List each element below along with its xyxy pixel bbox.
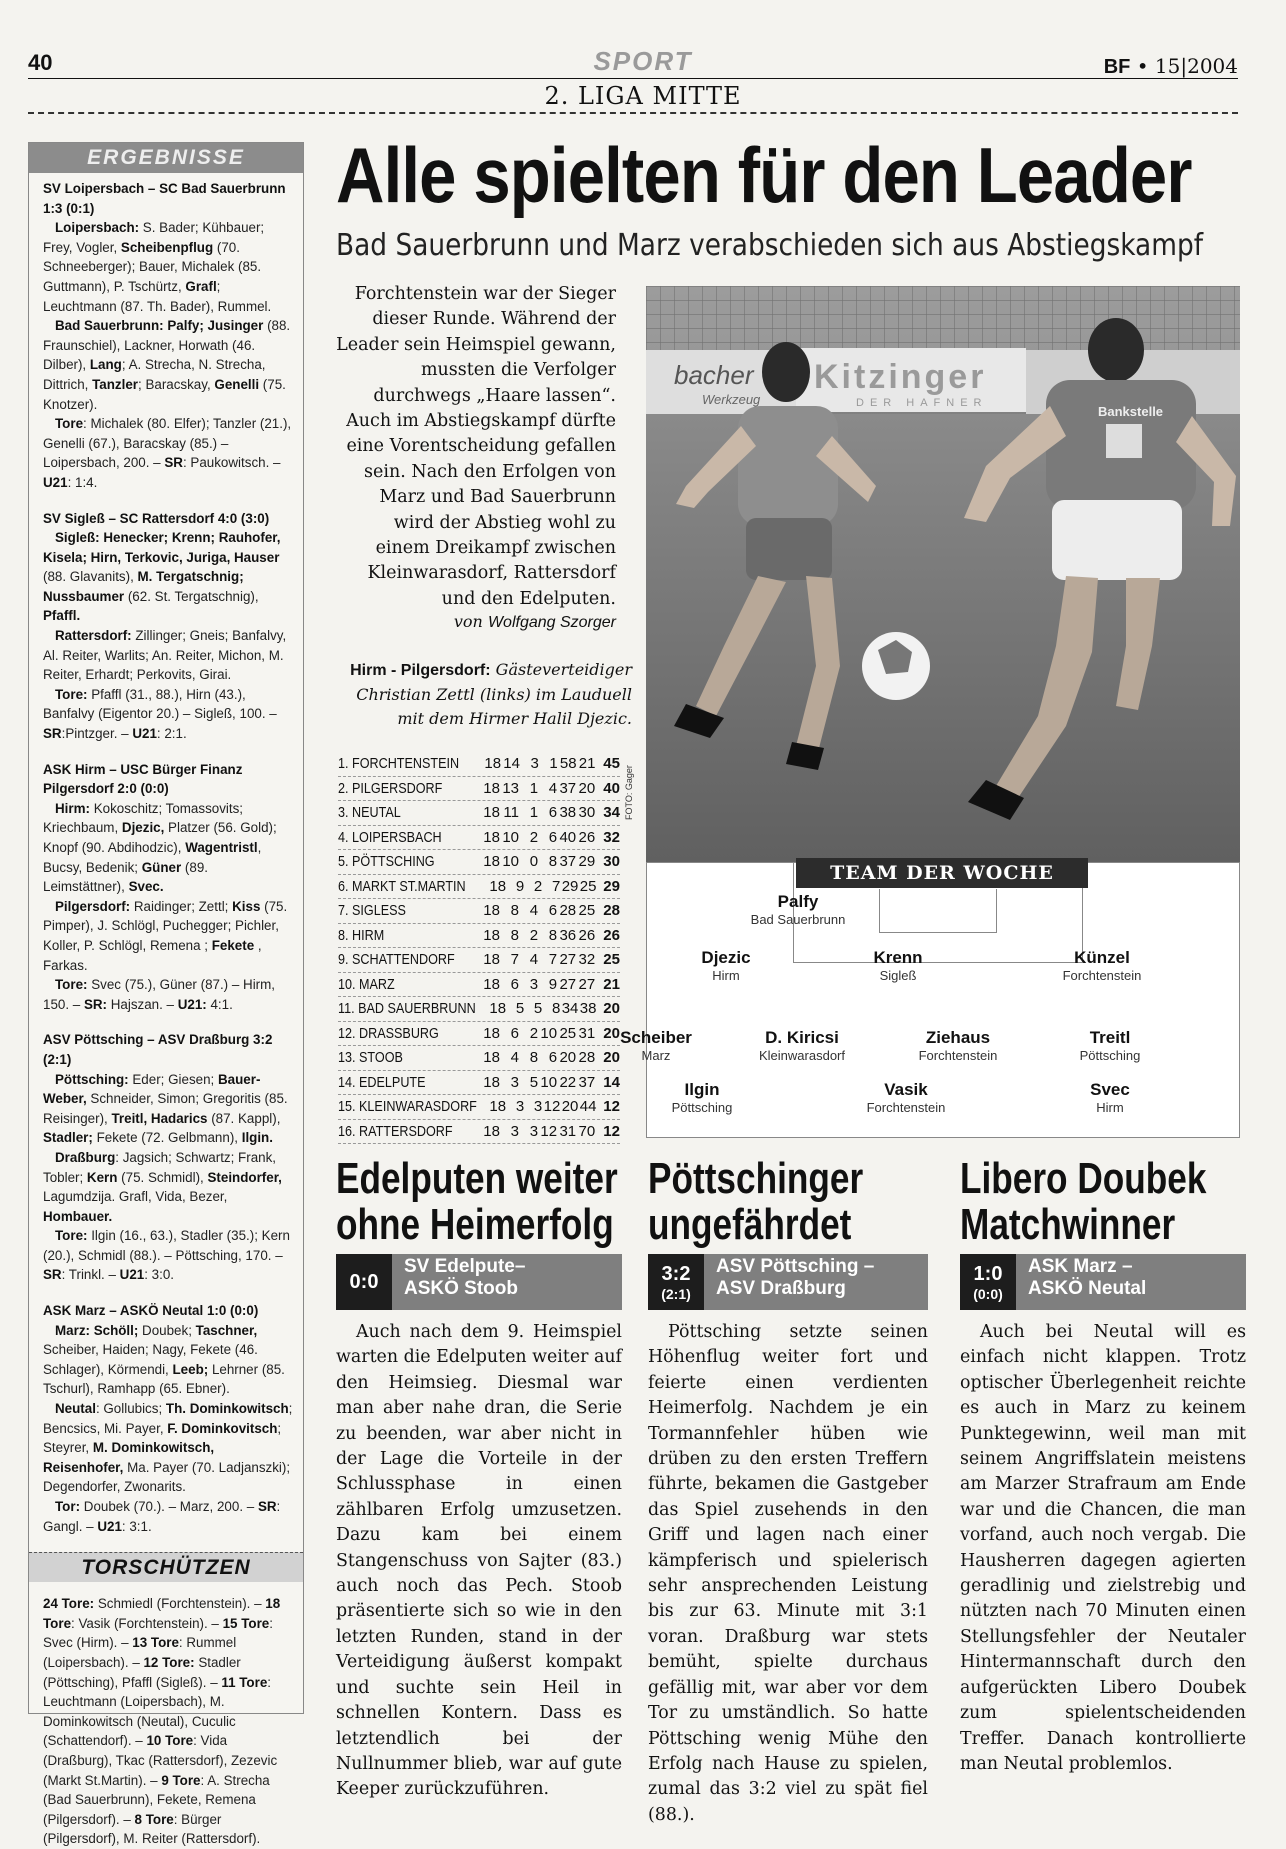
score-bar [960, 1254, 1246, 1310]
standings-team-name: 14. EDELPUTE [338, 1073, 426, 1091]
standings-team-name: 6. MARKT ST.MARTIN [338, 877, 466, 895]
standings-wins: 8 [510, 902, 519, 919]
standings-goals-for: 29 [561, 877, 579, 895]
report-headline-line: Matchwinner [960, 1200, 1176, 1249]
standings-goals-against: 37 [578, 1073, 596, 1091]
standings-goals-for: 27 [559, 951, 577, 968]
standings-losses: 8 [548, 926, 558, 944]
report-headline-line: Pöttschinger [648, 1154, 864, 1203]
standings-wins: 11 [503, 804, 519, 821]
player-name: Ilgin [684, 1080, 720, 1099]
team-player [732, 1028, 872, 1063]
results-title: ERGEBNISSE [29, 143, 303, 173]
photo-credit: FOTO: Gager [624, 765, 634, 820]
standings-team-name: 16. RATTERSDORF [338, 1122, 453, 1140]
result-match: SV Loipersbach – SC Bad Sauerbrunn 1:3 (0:1) [43, 181, 286, 216]
standings-games: 18 [483, 975, 500, 993]
standings-wins: 14 [503, 755, 520, 772]
standings-wins: 10 [502, 828, 519, 846]
standings-losses: 7 [548, 951, 558, 968]
player-name: D. Kiricsi [765, 1028, 839, 1047]
header-dashed-rule [28, 112, 1238, 114]
standings-draws: 3 [529, 975, 539, 993]
standings-losses: 7 [551, 877, 561, 895]
byline [336, 612, 616, 632]
result-lineup: Tore: Svec (75.), Güner (87.) – Hirm, 150. – SR: Hajszan. – U21: 4:1. [43, 977, 276, 1012]
standings-games: 18 [483, 1073, 500, 1091]
standings-row [338, 1046, 620, 1071]
team-player [1040, 1028, 1180, 1063]
standings-goals-against: 26 [578, 828, 596, 846]
standings-games: 18 [483, 853, 500, 870]
report-headline [960, 1154, 1207, 1249]
standings-points: 29 [603, 877, 620, 895]
standings-row [338, 948, 620, 973]
standings-draws: 3 [530, 755, 539, 772]
standings-losses: 6 [548, 804, 558, 821]
standings-row [338, 924, 620, 949]
match-report [960, 1156, 1246, 1777]
ad-sign-kitzinger: Kitzinger [814, 358, 987, 396]
standings-goals-for: 27 [559, 975, 577, 993]
photo-caption [336, 658, 632, 731]
standings-goals-against: 38 [579, 1000, 597, 1017]
standings-row [338, 1022, 620, 1047]
halftime-score: (0:0) [973, 1285, 1003, 1302]
standings-team-name: 1. FORCHTENSTEIN [338, 755, 460, 772]
standings-team-name: 3. NEUTAL [338, 804, 401, 821]
result-lineup: Neutal: Gollubics; Th. Dominkowitsch; Bencsics, Mi. Payer, F. Dominkovitsch; Steyrer, M. Dominkowitsch, Reisenhofer, Ma. Payer (70. Ladjanszki); Degendorfer, Zwonarits. [43, 1401, 293, 1495]
team-player [632, 1080, 772, 1115]
standings-row [338, 899, 620, 924]
standings-losses: 6 [548, 902, 558, 919]
standings-goals-for: 31 [559, 1122, 577, 1140]
caption-text: Gästeverteidiger Christian Zettl (links) im Lauduell mit dem Hirmer Halil Djezic. [356, 660, 632, 728]
home-team: SV Edelpute– [404, 1256, 526, 1277]
standings-wins: 13 [502, 779, 519, 797]
standings-goals-against: 27 [578, 975, 596, 993]
standings-goals-for: 40 [559, 828, 577, 846]
standings-wins: 10 [502, 853, 519, 870]
standings-team-name: 7. SIGLESS [338, 902, 406, 919]
report-headline-line: Edelputen weiter [336, 1154, 618, 1203]
result-lineup: Marz: Schöll; Doubek; Taschner, Scheiber, Haiden; Nagy, Fekete (46. Schlager), Körmendi, Leeb; Lehrner (85. Tschurl), Ramhapp (65. Ebner). [43, 1322, 285, 1397]
match-report [336, 1156, 622, 1803]
standings-row [338, 850, 620, 875]
result-match: SV Sigleß – SC Rattersdorf 4:0 (3:0) [43, 510, 270, 526]
results-sidebar [28, 142, 304, 1847]
standings-row [338, 801, 620, 826]
section-title: SPORT [593, 46, 693, 76]
away-team: ASV Draßburg [716, 1278, 846, 1299]
byline-author: Wolfgang Szorger [487, 614, 616, 631]
standings-team-name: 4. LOIPERSBACH [338, 828, 442, 846]
player-name: Svec [1090, 1080, 1130, 1099]
standings-losses: 4 [548, 779, 558, 797]
player-club: Kleinwarasdorf [759, 1048, 845, 1063]
team-goal-box [879, 889, 997, 933]
standings-draws: 2 [533, 877, 543, 895]
standings-draws: 2 [529, 926, 539, 944]
final-score: 1:0 [973, 1262, 1003, 1285]
standings-wins: 3 [510, 1122, 519, 1140]
ad-sign-kitzinger-sub: DER HAFNER [856, 397, 988, 409]
standings-team-name: 15. KLEINWARASDORF [338, 1098, 477, 1115]
standings-goals-for: 22 [559, 1073, 577, 1091]
standings-games: 18 [483, 951, 500, 968]
standings-row [338, 1071, 620, 1096]
standings-points: 12 [603, 1122, 620, 1140]
score-bar [648, 1254, 928, 1310]
results-list [29, 173, 303, 1536]
team-player [1032, 948, 1172, 983]
standings-team-name: 8. HIRM [338, 926, 385, 944]
standings-row [338, 826, 620, 851]
away-team: ASKÖ Neutal [1028, 1278, 1147, 1299]
standings-points: 45 [603, 755, 620, 772]
match-report [648, 1156, 928, 1828]
standings-row [338, 752, 620, 777]
photo-illustration [646, 286, 1240, 884]
standings-points: 40 [603, 779, 620, 797]
standings-losses: 10 [540, 1073, 558, 1091]
standings-losses: 8 [551, 1000, 561, 1017]
standings-draws: 5 [529, 1073, 539, 1091]
standings-goals-for: 58 [559, 755, 577, 772]
standings-row [338, 1095, 620, 1120]
result-match: ASV Pöttsching – ASV Draßburg 3:2 (2:1) [43, 1032, 273, 1067]
standings-points: 20 [603, 1024, 620, 1042]
home-team: ASK Marz – [1028, 1256, 1133, 1277]
player-club: Forchtenstein [918, 1048, 998, 1063]
standings-draws: 2 [529, 828, 539, 846]
report-headline-line: ungefährdet [648, 1200, 852, 1249]
report-text: Auch nach dem 9. Heimspiel warten die Edelputen weiter auf den Heimsieg. Diesmal war man aber nahe dran, die Serie zu beenden, war aber nicht in der Lage die Vorteile in der Schlussphase in einen zählbaren Erfolg umzusetzen. Dazu kam bei einem Stangenschuss von Sajter (83.) auch noch das Pech. Stoob präsentierte sich so wie in den letzten Runden, stand in der Verteidigung äußerst kompakt und suchte sein Heil in schnellen Kontern. Dass es letztendlich bei der Nullnummer blieb, war auf gute Keeper zurückzuführen. [336, 1322, 622, 1800]
standings-games: 18 [489, 1098, 507, 1115]
standings-team-name: 9. SCHATTENDORF [338, 951, 455, 968]
standings-goals-against: 44 [579, 1098, 597, 1115]
player-name: Scheiber [620, 1028, 692, 1047]
standings-goals-for: 20 [559, 1049, 577, 1066]
standings-losses: 1 [549, 755, 558, 772]
score-teams [704, 1254, 874, 1310]
standings-games: 18 [483, 1122, 500, 1140]
standings-games: 18 [483, 779, 500, 797]
standings-points: 20 [603, 1000, 620, 1017]
final-score: 0:0 [349, 1270, 379, 1293]
standings-games: 18 [483, 804, 500, 821]
player-name: Treitl [1089, 1028, 1131, 1047]
standings-losses: 6 [548, 1049, 558, 1066]
report-headline-line: ohne Heimerfolg [336, 1200, 614, 1249]
match-photo [646, 286, 1240, 884]
standings-goals-against: 30 [578, 804, 596, 821]
result-lineup: Draßburg: Jagsich; Schwartz; Frank, Tobler; Kern (75. Schmidl), Steindorfer, Lagumdzija. Grafl, Vida, Bezer, Hombauer. [43, 1149, 282, 1224]
player-club: Pöttsching [1079, 1048, 1141, 1063]
standings-goals-against: 31 [578, 1024, 596, 1042]
article-headline: Alle spielten für den Leader [336, 131, 1192, 219]
standings-goals-against: 26 [578, 926, 596, 944]
standings-goals-for: 25 [559, 1024, 577, 1042]
team-player [836, 1080, 976, 1115]
result-lineup: Pilgersdorf: Raidinger; Zettl; Kiss (75. Pimper), J. Schlögl, Puchegger; Pichler, Koller, P. Schlögl, Remena ; Fekete , Farkas. [43, 898, 288, 973]
standings-points: 12 [603, 1098, 620, 1115]
report-text: Pöttsching setzte seinen Höhenflug weiter fort und feierte einen verdienten Heimerfolg. Nachdem je ein Tormannfehler hüben wie drüben zu den ersten Treffern führte, bekamen die Gastgeber das Spiel zusehends in den Griff und lagen nach einer kämpferisch und spielerisch sehr ansprechenden Leistung bis zur 63. Minute mit 3:1 voran. Draßburg war stets bemüht, spielte durchaus gefällig mit, war aber vor dem Tor zu umständlich. So hatte Pöttsching wenig Mühe den Erfolg nach Hause zu spielen, zumal das 3:2 viel zu spät fiel (88.). [648, 1322, 928, 1825]
score-box [960, 1254, 1016, 1310]
ad-sign-bacher: bacher [674, 360, 754, 390]
standings-games: 18 [484, 755, 502, 772]
standings-wins: 4 [510, 1049, 519, 1066]
standings-points: 34 [603, 804, 620, 821]
result-lineup: Bad Sauerbrunn: Palfy; Jusinger (88. Fraunschiel), Lackner, Horwath (46. Dilber), Lang; A. Strecha, N. Strecha, Dittrich, Tanzler; Baracskay, Genelli (75. Knotzer). [43, 318, 291, 412]
standings-goals-for: 37 [559, 779, 577, 797]
scorers-list: 24 Tore: Schmiedl (Forchtenstein). – 18 Tore: Vasik (Forchtenstein). – 15 Tore: Svec (Hirm). – 13 Tore: Rummel (Loipersbach). – 12 Tore: Stadler (Pöttsching), Pfaffl (Sigleß). – 11 Tore: Leuchtmann (Loipersbach), M. Dominkowitsch (Neutal), Cuculic (Schattendorf). – 10 Tore: Vida (Draßburg), Tkac (Rattersdorf), Zezevic (Markt St.Martin). – 9 Tore: A. Strecha (Bad Sauerbrunn), Fekete, Remena (Pilgersdorf). – 8 Tore: Bürger (Pilgersdorf), M. Reiter (Rattersdorf). [43, 1596, 281, 1847]
home-team: ASV Pöttsching – [716, 1256, 875, 1277]
standings-points: 20 [603, 1049, 620, 1066]
standings-wins: 3 [515, 1098, 525, 1115]
standings-goals-for: 28 [559, 902, 577, 919]
report-headline [648, 1156, 872, 1248]
standings-points: 26 [603, 926, 620, 944]
team-of-week-title: TEAM DER WOCHE [796, 858, 1088, 888]
ad-sign-bacher-sub: Werkzeug [702, 392, 761, 407]
result-lineup: Hirm: Kokoschitz; Tomassovits; Kriechbaum, Djezic, Platzer (56. Gold); Knopf (90. Abdihodzic), Wagentristl, Bucsy, Bedenik; Güner (89. Leimstättner), Svec. [43, 800, 277, 895]
player-club: Pöttsching [671, 1100, 733, 1115]
standings-points: 28 [603, 902, 620, 919]
report-headline [336, 1154, 618, 1249]
standings-team-name: 5. PÖTTSCHING [338, 853, 435, 870]
standings-wins: 8 [510, 926, 519, 944]
standings-team-name: 11. BAD SAUERBRUNN [338, 1000, 476, 1017]
standings-wins: 3 [510, 1073, 519, 1091]
standings-points: 21 [603, 975, 620, 993]
standings-team-name: 13. STOOB [338, 1049, 403, 1066]
standings-team-name: 2. PILGERSDORF [338, 779, 443, 797]
team-player [586, 1028, 726, 1063]
player-name: Palfy [777, 892, 819, 911]
standings-wins: 7 [510, 951, 519, 968]
header-rule [28, 78, 1238, 79]
player-club: Hirm [1096, 1100, 1124, 1115]
standings-games: 18 [483, 1024, 500, 1042]
caption-lead: Hirm - Pilgersdorf: [350, 662, 491, 679]
page-number: 40 [28, 50, 53, 75]
result-lineup: Rattersdorf: Zillinger; Gneis; Banfalvy, Al. Reiter, Warlits; An. Reiter, Michon, M. Reiter, Erhardt; Perkovits, Girai. [43, 628, 287, 683]
standings-games: 18 [483, 1049, 500, 1066]
standings-goals-against: 21 [578, 755, 596, 772]
score-box [648, 1254, 704, 1310]
result-lineup: Tore: Michalek (80. Elfer); Tanzler (21.), Genelli (67.), Baracskay (85.) – Loipersbach, 200. – SR: Paukowitsch. – U21: 1:4. [43, 416, 292, 490]
standings-team-name: 12. DRASSBURG [338, 1024, 439, 1042]
result-entry [43, 1030, 293, 1285]
standings-games: 18 [483, 902, 500, 919]
shirt-sponsor: Bankstelle [1098, 404, 1164, 419]
result-lineup: Pöttsching: Eder; Giesen; Bauer-Weber, Schneider, Simon; Gregoritis (85. Reisinger), Treitl, Hadarics (87. Kappl), Stadler; Fekete (72. Gelbmann), Ilgin. [43, 1071, 288, 1146]
standings-wins: 6 [510, 1024, 519, 1042]
standings-goals-for: 36 [559, 926, 577, 944]
standings-games: 18 [483, 926, 500, 944]
standings-points: 32 [603, 828, 620, 846]
player-club: Bad Sauerbrunn [750, 912, 846, 927]
score-teams [392, 1254, 525, 1310]
issue-info: BF • 15|2004 [1103, 54, 1238, 78]
result-entry [43, 1301, 293, 1536]
standings-draws: 1 [529, 804, 539, 821]
standings-draws: 3 [533, 1098, 543, 1115]
player-name: Ziehaus [925, 1028, 991, 1047]
standings-losses: 9 [548, 975, 558, 993]
report-text: Auch bei Neutal will es einfach nicht klappen. Trotz optischer Überlegenheit reichte es auch in Marz zu keinem Punktegewinn, weil man mit seinem Angriffslatein meistens am Marzer Strafraum am Ende war und die Chancen, die man vorfand, auch noch vergab. Die Hausherren dagegen agierten geradlinig und zielstrebig und nützten nach 70 Minuten einen Stellungsfehler der Neutaler Hintermannschaft durch den aufgerückten Libero Doubek zum spielentscheidenden Treffer. Danach kontrollierte man Neutal problemlos. [960, 1322, 1246, 1774]
standings-wins: 9 [515, 877, 525, 895]
standings-losses: 12 [540, 1122, 558, 1140]
standings-draws: 8 [529, 1049, 539, 1066]
standings-goals-against: 20 [578, 779, 596, 797]
result-entry [43, 179, 293, 493]
final-score: 3:2 [661, 1262, 691, 1285]
team-player [728, 892, 868, 927]
scorers-title: TORSCHÜTZEN [29, 1552, 303, 1582]
standings-goals-for: 20 [561, 1098, 579, 1115]
player-name: Künzel [1074, 948, 1130, 967]
standings-losses: 6 [548, 828, 558, 846]
standings-row [338, 973, 620, 998]
standings-points: 30 [603, 853, 620, 870]
report-headline-line: Libero Doubek [960, 1154, 1207, 1203]
score-teams [1016, 1254, 1146, 1310]
standings-draws: 2 [529, 1024, 539, 1042]
article-subheadline: Bad Sauerbrunn und Marz verabschieden sich aus Abstiegskampf [336, 228, 1204, 263]
standings-table [338, 752, 620, 1144]
team-player [888, 1028, 1028, 1063]
standings-draws: 3 [529, 1122, 539, 1140]
result-lineup: Tore: Ilgin (16., 63.), Stadler (35.); Kern (20.), Schmidl (88.). – Pöttsching, 170. – SR: Trinkl. – U21: 3:0. [43, 1228, 290, 1283]
standings-losses: 8 [548, 853, 558, 870]
standings-row [338, 777, 620, 802]
score-bar [336, 1254, 622, 1310]
away-team: ASKÖ Stoob [404, 1278, 518, 1299]
standings-team-name: 10. MARZ [338, 975, 395, 993]
standings-draws: 1 [529, 779, 539, 797]
result-entry [43, 760, 293, 1015]
standings-losses: 12 [543, 1098, 561, 1115]
standings-losses: 10 [540, 1024, 558, 1042]
standings-goals-for: 38 [559, 804, 577, 821]
result-match: ASK Hirm – USC Bürger Finanz Pilgersdorf 2:0 (0:0) [43, 761, 243, 797]
player-club: Forchtenstein [866, 1100, 946, 1115]
article-intro: Forchtenstein war der Sieger dieser Runde. Während der Leader sein Heimspiel gewann, mussten die Verfolger durchwegs „Haare lassen“. Auch im Abstiegskampf dürfte eine Vorentscheidung gefallen sein. Nach den Erfolgen von Marz und Bad Sauerbrunn wird der Abstieg wohl zu einem Dreikampf zwischen Kleinwarasdorf, Rattersdorf und den Edelputen. [336, 284, 616, 609]
standings-goals-for: 34 [561, 1000, 579, 1017]
standings-draws: 0 [529, 853, 539, 870]
standings-row [338, 997, 620, 1022]
score-box [336, 1254, 392, 1310]
standings-goals-against: 70 [578, 1122, 596, 1140]
standings-goals-for: 37 [559, 853, 577, 870]
result-lineup: Tor: Doubek (70.). – Marz, 200. – SR: Gangl. – U21: 3:1. [43, 1499, 281, 1534]
standings-wins: 5 [515, 1000, 525, 1017]
standings-row [338, 875, 620, 900]
standings-row [338, 1120, 620, 1145]
publication-name: BF [1103, 56, 1131, 78]
team-player [656, 948, 796, 983]
standings-draws: 5 [533, 1000, 543, 1017]
halftime-score: (2:1) [661, 1285, 691, 1302]
standings-draws: 4 [529, 902, 539, 919]
standings-goals-against: 25 [578, 902, 596, 919]
standings-points: 25 [603, 951, 620, 968]
result-entry [43, 509, 293, 744]
standings-wins: 6 [510, 975, 519, 993]
player-name: Djezic [701, 948, 751, 967]
player-club: Marz [641, 1048, 671, 1063]
result-lineup: Loipersbach: S. Bader; Kühbauer; Frey, Vogler, Scheibenpflug (70. Schneeberger); Bauer, Michalek (85. Guttmann), P. Tschürtz, Grafl; Leuchtmann (87. Th. Bader), Rummel. [43, 220, 272, 314]
standings-games: 18 [489, 877, 507, 895]
player-club: Hirm [712, 968, 740, 983]
standings-goals-against: 25 [579, 877, 597, 895]
result-lineup: Sigleß: Henecker; Krenn; Rauhofer, Kisela; Hirn, Terkovic, Juriga, Hauser (88. Glavanits), M. Tergatschnig; Nussbaumer (62. St. Tergatschnig), Pfaffl. [43, 530, 281, 624]
standings-games: 18 [483, 828, 500, 846]
standings-goals-against: 29 [578, 853, 596, 870]
team-player [828, 948, 968, 983]
byline-prefix: von [453, 612, 483, 631]
league-title: 2. LIGA MITTE [544, 82, 742, 110]
result-match: ASK Marz – ASKÖ Neutal 1:0 (0:0) [43, 1303, 259, 1319]
player-name: Krenn [873, 948, 923, 967]
team-player [1040, 1080, 1180, 1115]
player-club: Forchtenstein [1062, 968, 1142, 983]
standings-goals-against: 32 [578, 951, 596, 968]
standings-games: 18 [489, 1000, 507, 1017]
player-name: Vasik [884, 1080, 928, 1099]
issue-number: 15|2004 [1154, 54, 1238, 78]
standings-goals-against: 28 [578, 1049, 596, 1066]
player-club: Sigleß [879, 968, 917, 983]
result-lineup: Tore: Pfaffl (31., 88.), Hirn (43.), Banfalvy (Eigentor 20.) – Sigleß, 100. – SR:Pintzger. – U21: 2:1. [43, 686, 277, 742]
standings-points: 14 [603, 1073, 620, 1091]
standings-draws: 4 [529, 951, 539, 968]
